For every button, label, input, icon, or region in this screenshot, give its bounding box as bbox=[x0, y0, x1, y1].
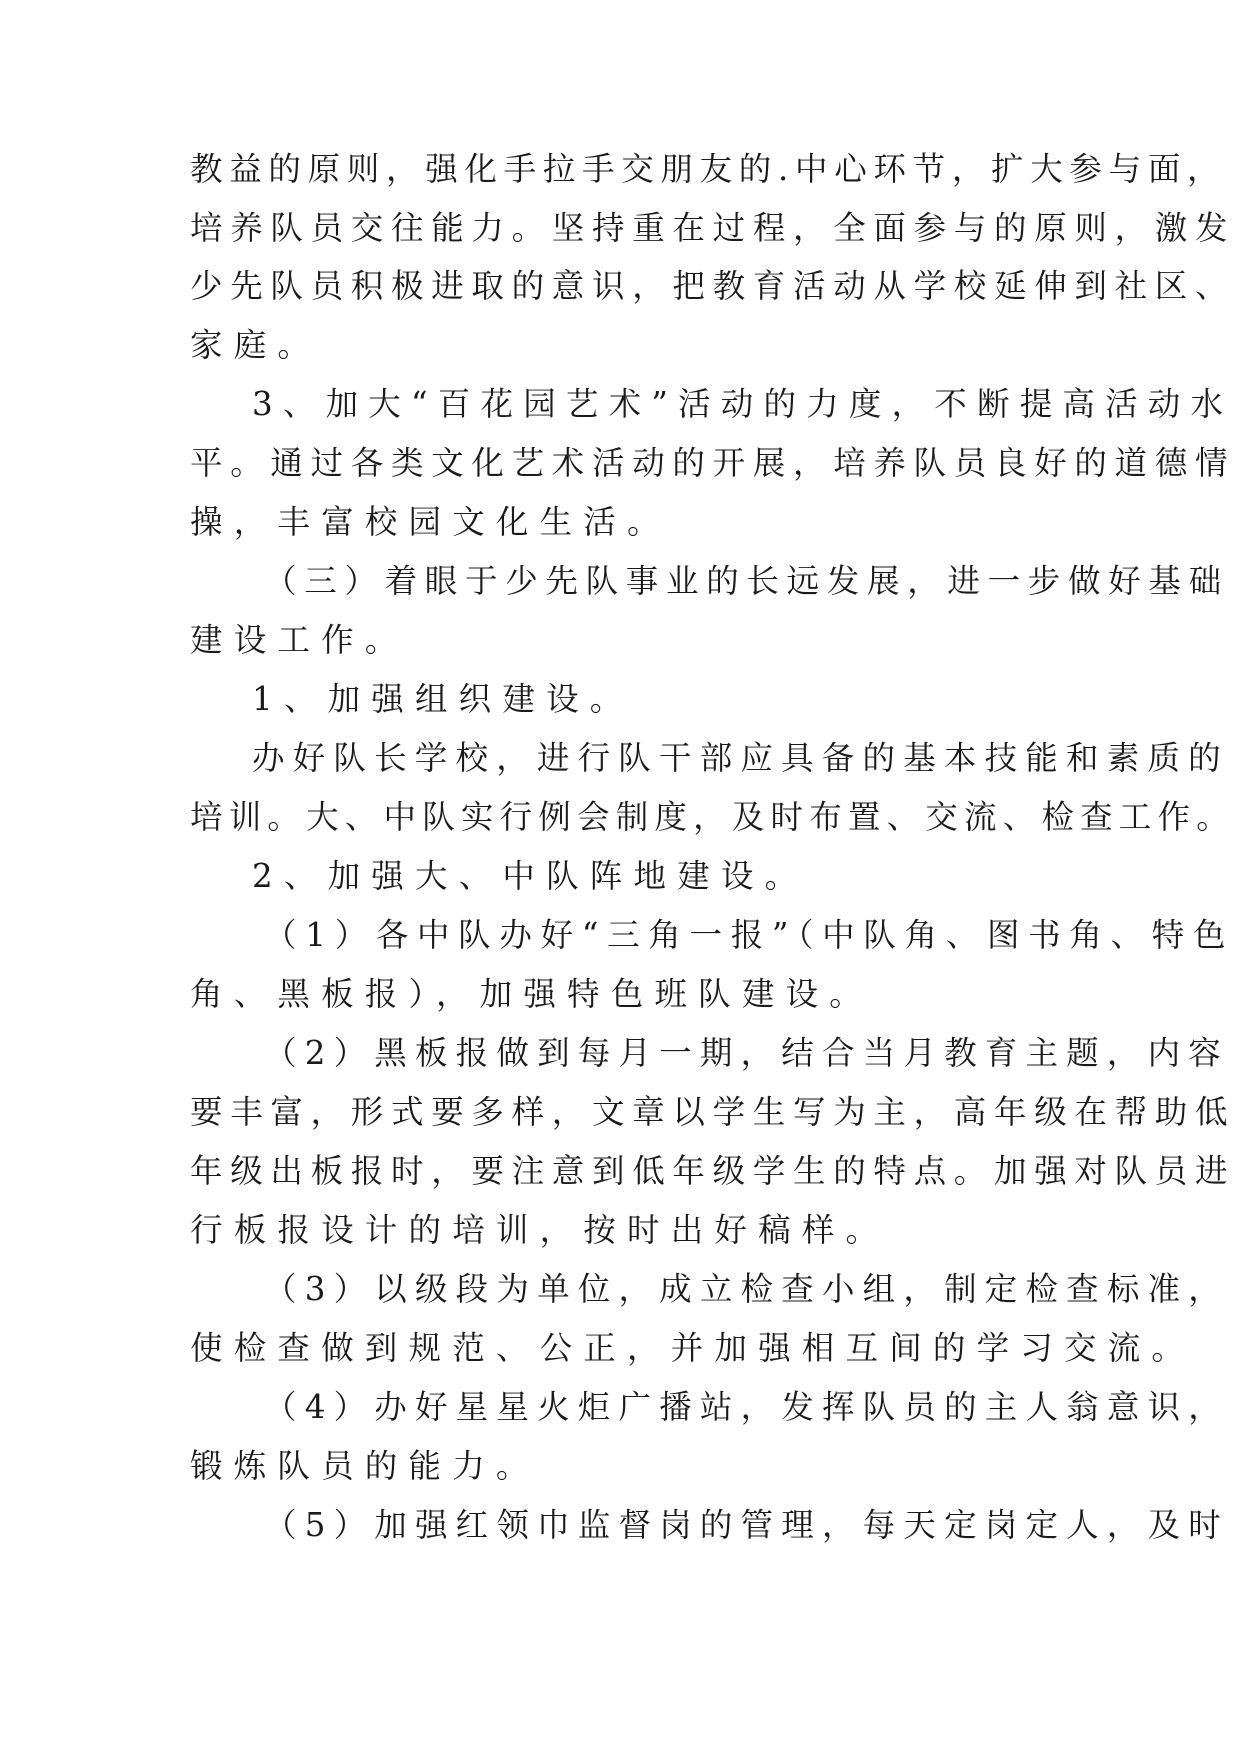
text-line: 使检查做到规范、公正，并加强相互间的学习交流。 bbox=[190, 1329, 1196, 1367]
text-line: 培养队员交往能力。坚持重在过程，全面参与的原则，激发 bbox=[190, 209, 1236, 247]
text-line: 少先队员积极进取的意识，把教育活动从学校延伸到社区、 bbox=[190, 267, 1236, 305]
text-line: 行板报设计的培训，按时出好稿样。 bbox=[190, 1211, 890, 1249]
text-line: （4）办好星星火炬广播站，发挥队员的主人翁意识， bbox=[264, 1388, 1229, 1426]
text-line: （1）各中队办好“三角一报”（中队角、图书角、特色 bbox=[264, 916, 1235, 954]
text-line: 建设工作。 bbox=[190, 621, 409, 659]
text-line: （3）以级段为单位，成立检查小组，制定检查标准， bbox=[264, 1270, 1229, 1308]
text-line: 年级出板报时，要注意到低年级学生的特点。加强对队员进 bbox=[190, 1152, 1236, 1190]
text-line: 办好队长学校，进行队干部应具备的基本技能和素质的 bbox=[252, 739, 1229, 777]
text-line: 2、加强大、中队阵地建设。 bbox=[252, 857, 809, 895]
text-line: 1、加强组织建设。 bbox=[252, 680, 634, 718]
text-line: （2）黑板报做到每月一期，结合当月教育主题，内容 bbox=[264, 1034, 1229, 1072]
text-line: 教益的原则，强化手拉手交朋友的.中心环节，扩大参与面， bbox=[190, 150, 1227, 188]
text-line: 家庭。 bbox=[190, 326, 322, 364]
text-line: 培训。大、中队实行例会制度，及时布置、交流、检查工作。 bbox=[190, 798, 1235, 836]
text-line: 角、黑板报），加强特色班队建设。 bbox=[190, 975, 873, 1013]
text-line: （三）着眼于少先队事业的长远发展，进一步做好基础 bbox=[264, 562, 1229, 600]
text-line: 锻炼队员的能力。 bbox=[190, 1447, 540, 1485]
text-line: 要丰富，形式要多样，文章以学生写为主，高年级在帮助低 bbox=[190, 1093, 1236, 1131]
text-line: （5）加强红领巾监督岗的管理，每天定岗定人，及时 bbox=[264, 1506, 1229, 1544]
text-line: 平。通过各类文化艺术活动的开展，培养队员良好的道德情 bbox=[190, 444, 1236, 482]
text-line: 操，丰富校园文化生活。 bbox=[190, 503, 671, 541]
text-line: 3、加大“百花园艺术”活动的力度，不断提高活动水 bbox=[252, 385, 1234, 423]
